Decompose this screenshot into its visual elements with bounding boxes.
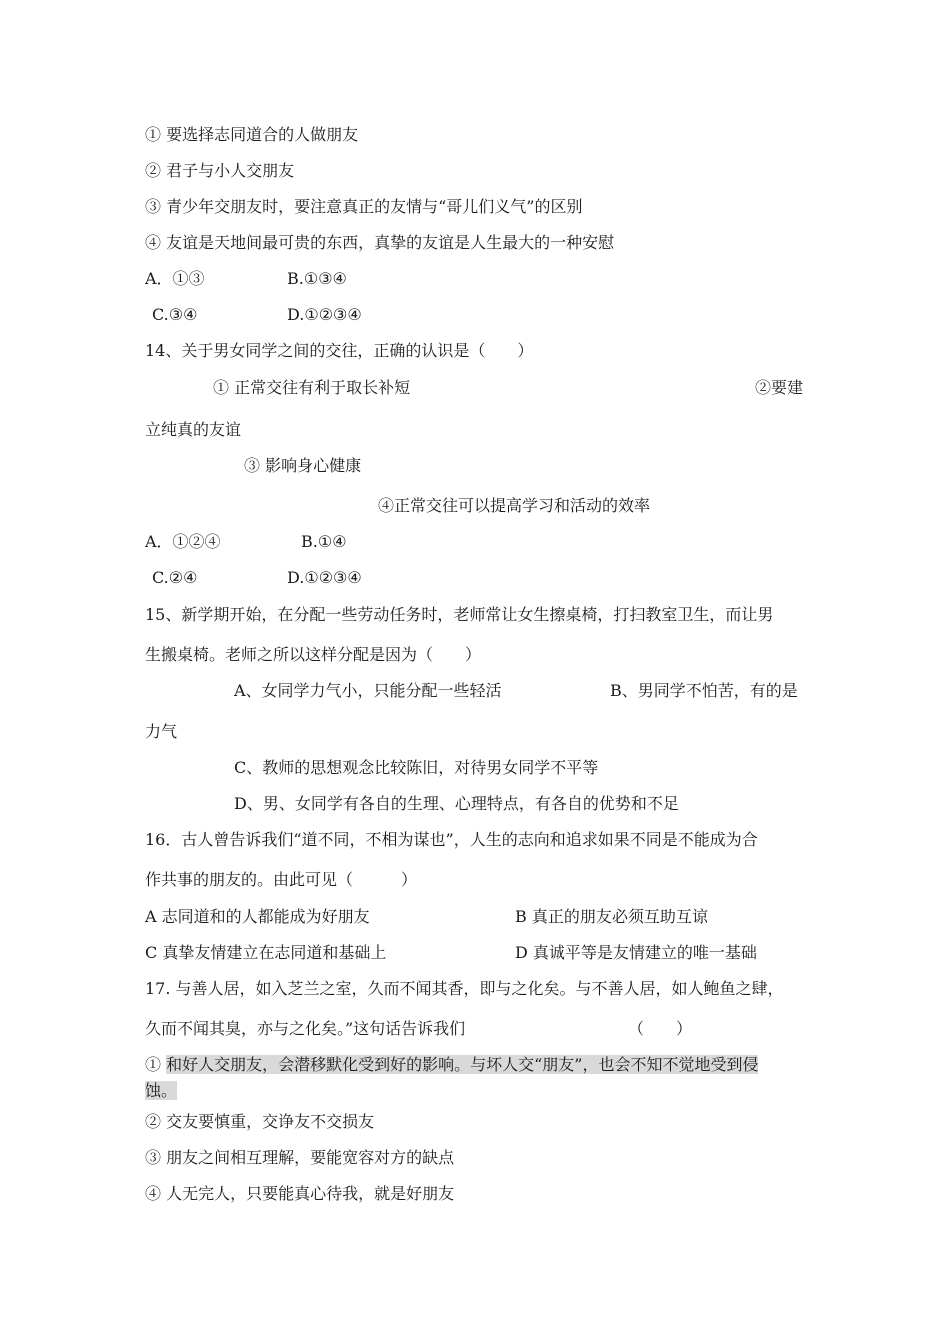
q14-option-1: ① 正常交往有利于取长补短: [213, 378, 411, 397]
q13-choice-a: A．①③: [145, 269, 205, 288]
q14-choice-b: B.①④: [301, 532, 347, 551]
q16-choice-c: C 真挚友情建立在志同道和基础上: [145, 943, 387, 962]
q17-option-1-cont-wrap: [145, 1080, 177, 1102]
q17-option-3: ③ 朋友之间相互理解，要能宽容对方的缺点: [145, 1148, 455, 1167]
q14-choice-c: C.②④: [152, 568, 198, 587]
q13-option-3: ③ 青少年交朋友时，要注意真正的友情与“哥儿们义气”的区别: [145, 197, 583, 216]
q16-stem-line2: 作共事的朋友的。由此可见（ ）: [145, 870, 418, 889]
q17-option-1: [145, 1054, 758, 1076]
q15-choice-b-cont: 力气: [145, 722, 178, 741]
q15-stem-line2: 生搬桌椅。老师之所以这样分配是因为（ ）: [145, 645, 482, 664]
q14-choice-a: A．①②④: [145, 532, 221, 551]
q14-option-4: ④正常交往可以提高学习和活动的效率: [378, 496, 651, 515]
q16-choice-a: A 志同道和的人都能成为好朋友: [145, 907, 370, 926]
q15-stem-line1: 15、新学期开始，在分配一些劳动任务时，老师常让女生擦桌椅，打扫教室卫生，而让男: [145, 605, 774, 624]
q15-choice-a: A、女同学力气小，只能分配一些轻活: [234, 681, 502, 700]
q14-choice-d: D.①②③④: [287, 568, 362, 587]
q15-choice-d: D、男、女同学有各自的生理、心理特点，有各自的优势和不足: [234, 794, 679, 813]
q17-option-4: ④ 人无完人，只要能真心待我，就是好朋友: [145, 1184, 455, 1203]
q17-option-1-cont: 蚀。: [145, 1081, 178, 1100]
q15-choice-b: B、男同学不怕苦，有的是: [610, 681, 798, 700]
q17-option-2: ② 交友要慎重，交诤友不交损友: [145, 1112, 375, 1131]
q14-option-2: ②要建: [755, 378, 804, 397]
q15-choice-c: C、教师的思想观念比较陈旧，对待男女同学不平等: [234, 758, 599, 777]
q14-option-3: ③ 影响身心健康: [244, 456, 362, 475]
q17-stem-line1: 17. 与善人居，如入芝兰之室，久而不闻其香，即与之化矣。与不善人居，如人鲍鱼之肆，: [145, 979, 784, 998]
q16-choice-d: D 真诚平等是友情建立的唯一基础: [515, 943, 757, 962]
q14-option-2-cont: 立纯真的友谊: [145, 420, 242, 439]
q13-option-2: ② 君子与小人交朋友: [145, 161, 295, 180]
q14-stem: 14、关于男女同学之间的交往，正确的认识是（ ）: [145, 341, 534, 360]
q16-stem-line1: 16．古人曾告诉我们“道不同，不相为谋也”，人生的志向和追求如果不同是不能成为合: [145, 830, 758, 849]
q17-answer-paren: （ ）: [628, 1019, 693, 1038]
q13-option-1: ① 要选择志同道合的人做朋友: [145, 125, 359, 144]
q16-choice-b: B 真正的朋友必须互助互谅: [515, 907, 708, 926]
q17-option-1-highlighted-text: 和好人交朋友，会潜移默化受到好的影响。与坏人交“朋友”，也会不知不觉地受到侵: [166, 1055, 759, 1074]
q13-option-4: ④ 友谊是天地间最可贵的东西，真挚的友谊是人生最大的一种安慰: [145, 233, 615, 252]
q13-choice-b: B.①③④: [287, 269, 347, 288]
q17-option-1-number: ①: [145, 1055, 162, 1074]
q13-choice-c: C.③④: [152, 305, 198, 324]
q13-choice-d: D.①②③④: [287, 305, 362, 324]
q17-stem-line2: 久而不闻其臭，亦与之化矣。”这句话告诉我们: [145, 1019, 466, 1038]
